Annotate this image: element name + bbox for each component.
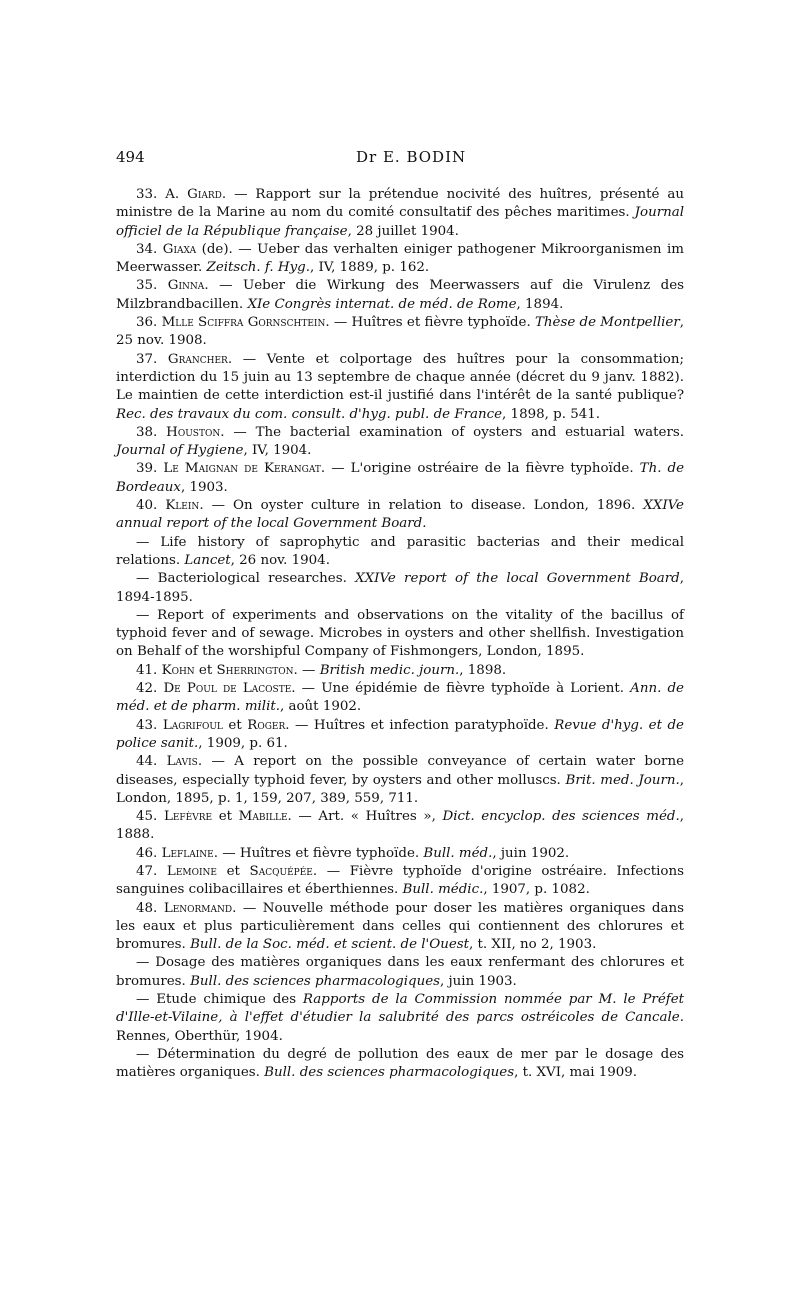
- reference-entry: [116, 1046, 684, 1083]
- reference-text: , 1907, p. 1082.: [483, 882, 590, 898]
- reference-source: Lancet: [184, 552, 231, 568]
- reference-text: , 1903.: [180, 479, 228, 495]
- reference-text: — Bacteriological researches.: [136, 571, 356, 587]
- reference-entry: [116, 753, 684, 808]
- reference-source: Dict. encyclop. des sciences méd.: [442, 809, 680, 825]
- reference-text: et: [222, 717, 248, 733]
- reference-text: . — Huîtres et fièvre typhoïde.: [213, 845, 424, 861]
- reference-entry: [116, 186, 684, 241]
- reference-source: Revue d'hyg. et de police sanit.: [116, 717, 684, 751]
- reference-source: Ann. de méd. et de pharm. milit.: [116, 681, 684, 715]
- reference-entry: [116, 991, 684, 1046]
- reference-text: , 1894.: [516, 296, 564, 312]
- reference-text: , t. XII, no 2, 1903.: [469, 937, 597, 953]
- reference-text: . — Ueber die Wirkung des Meerwassers auf die Virulenz des Milzbrandbacillen.: [116, 278, 684, 312]
- reference-author: Mlle Sciffra Gornschtein: [161, 315, 326, 331]
- reference-entry: [116, 460, 684, 497]
- reference-entry: [116, 497, 684, 534]
- reference-number: 36.: [136, 315, 162, 331]
- reference-text: , IV, 1889, p. 162.: [310, 260, 430, 276]
- reference-source: Journal officiel de la République française: [116, 205, 684, 239]
- reference-author: Lenormand: [163, 900, 233, 916]
- reference-source: Brit. med. Journ.: [565, 772, 680, 788]
- reference-author: De Poul de Lacoste: [163, 681, 292, 697]
- reference-text: . — Une épidémie de fièvre typhoïde à Lorient.: [291, 681, 631, 697]
- reference-source: Rapports de la Commission nommée par M. le Préfet d'Ille-et-Vilaine, à l'effet d'étudier la salubrité des parcs ostréicoles de Cancale.: [116, 992, 685, 1026]
- page: [116, 148, 684, 1083]
- reference-text: , août 1902.: [280, 699, 362, 715]
- reference-text: . — A report on the possible conveyance of certain water borne diseases, especially typhoid fever, by oysters and other molluscs.: [116, 754, 684, 788]
- reference-text: — Life history of saprophytic and parasitic bacterias and their medical relations.: [116, 534, 684, 568]
- reference-text: , 1909, p. 61.: [198, 735, 288, 751]
- reference-text: , juin 1902.: [492, 845, 570, 861]
- reference-text: et: [194, 662, 217, 678]
- reference-entry: [116, 424, 684, 461]
- reference-author: Houston: [166, 424, 221, 440]
- reference-entry: [116, 680, 684, 717]
- reference-source: XIe Congrès internat. de méd. de Rome: [247, 296, 517, 312]
- reference-source: XXIVe report of the local Government Board: [355, 571, 680, 587]
- reference-text: . — Fièvre typhoïde d'origine ostréaire. Infections sanguines colibacillaires et éberthiennes.: [116, 863, 684, 898]
- reference-text: , IV, 1904.: [243, 443, 312, 459]
- reference-text: , 25 nov. 1908.: [116, 315, 685, 349]
- reference-author: Le Maignan de Kerangat: [163, 461, 321, 477]
- reference-coauthor: Sherrington: [216, 662, 294, 678]
- reference-source: Bull. de la Soc. méd. et scient. de l'Ouest: [190, 937, 470, 953]
- reference-number: 45.: [136, 809, 164, 825]
- reference-source: Bull. des sciences pharmacologiques: [264, 1065, 515, 1081]
- reference-text: , London, 1895, p. 1, 159, 207, 389, 559, 711.: [116, 772, 685, 806]
- reference-entry: [116, 900, 684, 955]
- reference-entry: [116, 607, 684, 662]
- reference-text: et: [216, 863, 250, 879]
- page-number: 494: [116, 148, 145, 166]
- reference-source: Bull. méd.: [423, 845, 493, 861]
- reference-text: . — The bacterial examination of oysters and estuarial waters.: [220, 424, 684, 440]
- reference-coauthor: Sacquépée: [249, 863, 313, 879]
- reference-source: Th. de Bordeaux: [116, 461, 684, 495]
- reference-text: . —: [293, 662, 320, 678]
- reference-author: Kohn: [161, 662, 195, 678]
- reference-source: British medic. journ.: [319, 662, 460, 678]
- reference-entry: [116, 570, 684, 607]
- reference-author: Giaxa: [162, 241, 197, 257]
- reference-text: . — Vente et colportage des huîtres pour la consommation; interdiction du 15 juin au 13 septembre de chaque année (décret du 9 janv. 1882). Le maintien de cette interdiction est-il justifié dans l'intérêt de la santé publique?: [116, 351, 684, 404]
- reference-author: Grancher: [167, 351, 228, 367]
- reference-author: Leflaine: [161, 845, 214, 861]
- reference-entry: [116, 534, 684, 571]
- reference-text: , 1888.: [116, 809, 684, 843]
- reference-source: Bull. médic.: [402, 882, 484, 898]
- reference-entry: [116, 808, 684, 845]
- reference-text: , 1898.: [459, 662, 507, 678]
- reference-text: — Report of experiments and observations on the vitality of the bacillus of typhoid fever and of sewage. Microbes in oysters and other shellfish. Investigation on Behalf of the worshipful Company of Fishmongers, London, 1895.: [116, 607, 684, 660]
- page-header: [116, 148, 684, 172]
- reference-text: . — L'origine ostréaire de la fièvre typhoïde.: [320, 461, 640, 477]
- reference-entry: [116, 662, 684, 680]
- reference-text: , 1894-1895.: [116, 571, 684, 605]
- reference-entry: [116, 314, 684, 351]
- reference-author: Ginna: [167, 278, 205, 294]
- reference-text: (de). — Ueber das verhalten einiger pathogener Mikroorganismen im Meerwasser.: [116, 241, 684, 276]
- reference-source: Bull. des sciences pharmacologiques: [190, 973, 441, 989]
- reference-text: . — On oyster culture in relation to disease. London, 1896.: [199, 498, 644, 514]
- reference-number: 39.: [136, 461, 164, 477]
- reference-text: . — Huîtres et infection paratyphoïde.: [285, 717, 555, 733]
- running-title: Dr E. BODIN: [356, 148, 467, 166]
- reference-entry: [116, 277, 684, 314]
- reference-text: . — Art. « Huîtres »,: [287, 809, 443, 825]
- reference-number: 41.: [136, 662, 162, 678]
- reference-entry: [116, 845, 684, 863]
- reference-number: 37.: [136, 351, 168, 367]
- reference-text: , 28 juillet 1904.: [347, 223, 459, 239]
- reference-number: 42.: [136, 681, 164, 697]
- reference-text: , juin 1903.: [440, 973, 517, 989]
- reference-source: XXIVe annual report of the local Government Board.: [116, 498, 684, 532]
- reference-number: 33.: [136, 187, 166, 202]
- reference-coauthor: Roger: [247, 717, 286, 733]
- reference-text: Rennes, Oberthür, 1904.: [116, 1028, 283, 1044]
- reference-text: — Dosage des matières organiques dans les eaux renfermant des chlorures et bromures.: [116, 955, 684, 989]
- reference-number: 43.: [136, 717, 163, 733]
- reference-number: 34.: [136, 241, 163, 257]
- reference-text: . — Rapport sur la prétendue nocivité des huîtres, présenté au ministre de la Marine au nom du comité consultatif des pêches maritimes.: [116, 187, 684, 221]
- reference-entry: [116, 954, 684, 991]
- reference-text: , t. XVI, mai 1909.: [514, 1065, 638, 1081]
- reference-text: . — Nouvelle méthode pour doser les matières organiques dans les eaux et plus particulièrement dans celles qui contiennent des chlorures et bromures.: [116, 900, 684, 953]
- reference-text: , 1898, p. 541.: [502, 406, 601, 422]
- reference-entry: [116, 241, 684, 278]
- reference-source: Rec. des travaux du com. consult. d'hyg. publ. de France: [116, 406, 503, 422]
- reference-text: , 26 nov. 1904.: [230, 552, 330, 568]
- reference-text: et: [212, 809, 239, 825]
- reference-author: Lefèvre: [163, 809, 213, 825]
- reference-author: Lagrifoul: [162, 717, 223, 733]
- reference-number: 35.: [136, 278, 168, 294]
- reference-source: Journal of Hygiene: [116, 443, 244, 459]
- reference-list: [116, 186, 684, 1083]
- reference-author: Lemoine: [166, 863, 217, 879]
- reference-entry: [116, 863, 684, 900]
- reference-text: — Etude chimique des: [136, 992, 303, 1008]
- reference-entry: [116, 351, 684, 424]
- reference-number: 38.: [136, 424, 167, 440]
- reference-text: . — Huîtres et fièvre typhoïde.: [325, 315, 535, 331]
- reference-number: 44.: [136, 754, 167, 770]
- reference-number: 47.: [136, 863, 167, 879]
- reference-source: Thèse de Montpellier: [535, 315, 680, 331]
- reference-number: 40.: [136, 498, 166, 514]
- reference-number: 48.: [136, 900, 164, 916]
- reference-author: Klein: [165, 498, 200, 514]
- reference-source: Zeitsch. f. Hyg.: [206, 260, 310, 276]
- reference-number: 46.: [136, 845, 162, 861]
- reference-author: A. Giard: [165, 187, 222, 202]
- reference-author: Lavis: [166, 754, 198, 770]
- reference-coauthor: Mabille: [238, 809, 288, 825]
- reference-entry: [116, 717, 684, 754]
- reference-text: — Détermination du degré de pollution des eaux de mer par le dosage des matières organiques.: [116, 1046, 684, 1081]
